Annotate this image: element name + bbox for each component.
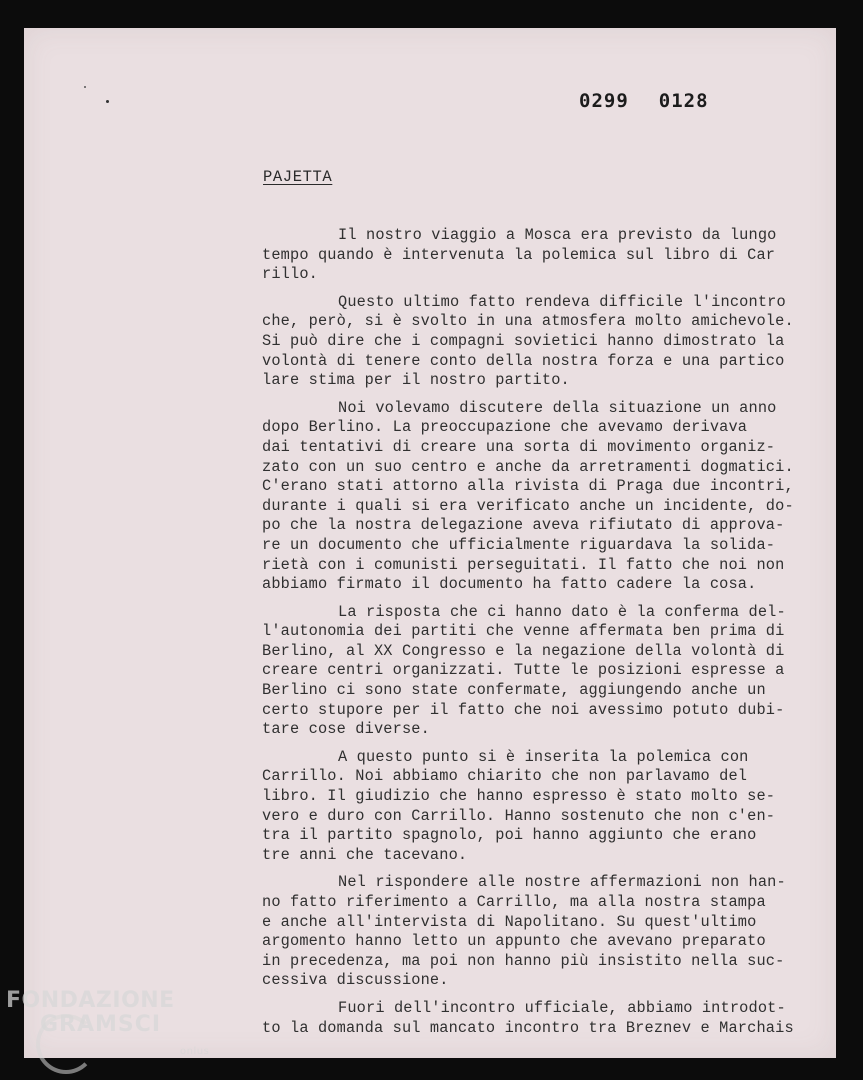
document-body xyxy=(262,226,817,1046)
fondazione-gramsci-watermark xyxy=(6,988,221,1080)
paragraph-6: Nel rispondere alle nostre affermazioni non han- no fatto riferimento a Carrillo, ma alla nostra stampa e anche all'intervista di Napolitano. Su quest'ultimo argomento hanno letto un appunto che avevano preparato in precedenza, ma poi non hanno più insistito nella suc- cessiva discussione. xyxy=(262,873,786,990)
paragraph-5: A questo punto si è inserita la polemica con Carrillo. Noi abbiamo chiarito che non parlavamo del libro. Il giudizio che hanno espresso è stato molto se- vero e duro con Carrillo. Hanno sostenuto che non c'en- tra il partito spagnolo, poi hanno aggiunto che erano tre anni che tacevano. xyxy=(262,747,776,864)
paragraph-2: Questo ultimo fatto rendeva difficile l'incontro che, però, si è svolto in una atmosfera molto amichevole. Si può dire che i compagni sovietici hanno dimostrato la volontà di tenere conto della nostra forza e una partico lare stima per il nostro partito. xyxy=(262,292,794,390)
watermark-suffix: onlus xyxy=(180,1046,210,1057)
paragraph-4: La risposta che ci hanno dato è la conferma del- l'autonomia dei partiti che venne affermata ben prima di Berlino, al XX Congresso e la negazione della volontà di creare centri organizzati. Tutte le posizioni espresse a Berlino ci sono state confermate, aggiungendo anche un certo stupore per il fatto che noi avessimo potuto dubi- tare cose diverse. xyxy=(262,602,786,739)
paper-speck xyxy=(106,100,109,103)
archive-number-first: 0299 xyxy=(579,90,629,112)
watermark-line2: GRAMSCI xyxy=(40,1012,162,1037)
document-title: PAJETTA xyxy=(263,168,333,186)
paragraph-7: Fuori dell'incontro ufficiale, abbiamo introdot- to la domanda sul mancato incontro tra Breznev e Marchais xyxy=(262,998,794,1037)
archive-numbers xyxy=(579,90,709,112)
paper-speck xyxy=(84,86,86,88)
archive-number-second: 0128 xyxy=(658,90,709,112)
watermark-line1: FONDAZIONE xyxy=(6,988,175,1013)
paragraph-1: Il nostro viaggio a Mosca era previsto da lungo tempo quando è intervenuta la polemica sul libro di Car rillo. xyxy=(262,226,777,284)
paragraph-3: Noi volevamo discutere della situazione un anno dopo Berlino. La preoccupazione che avevamo derivava dai tentativi di creare una sorta di movimento organiz- zato con un suo centro e anche da arretramenti dogmatici. C'erano stati attorno alla rivista di Praga due incontri, durante i quali si era verificato anche un incidente, do- po che la nostra delegazione aveva rifiutato di approva- re un documento che ufficialmente riguardava la solida- rietà con i comunisti perseguitati. Il fatto che noi non abbiamo firmato il documento ha fatto cadere la cosa. xyxy=(262,398,794,594)
